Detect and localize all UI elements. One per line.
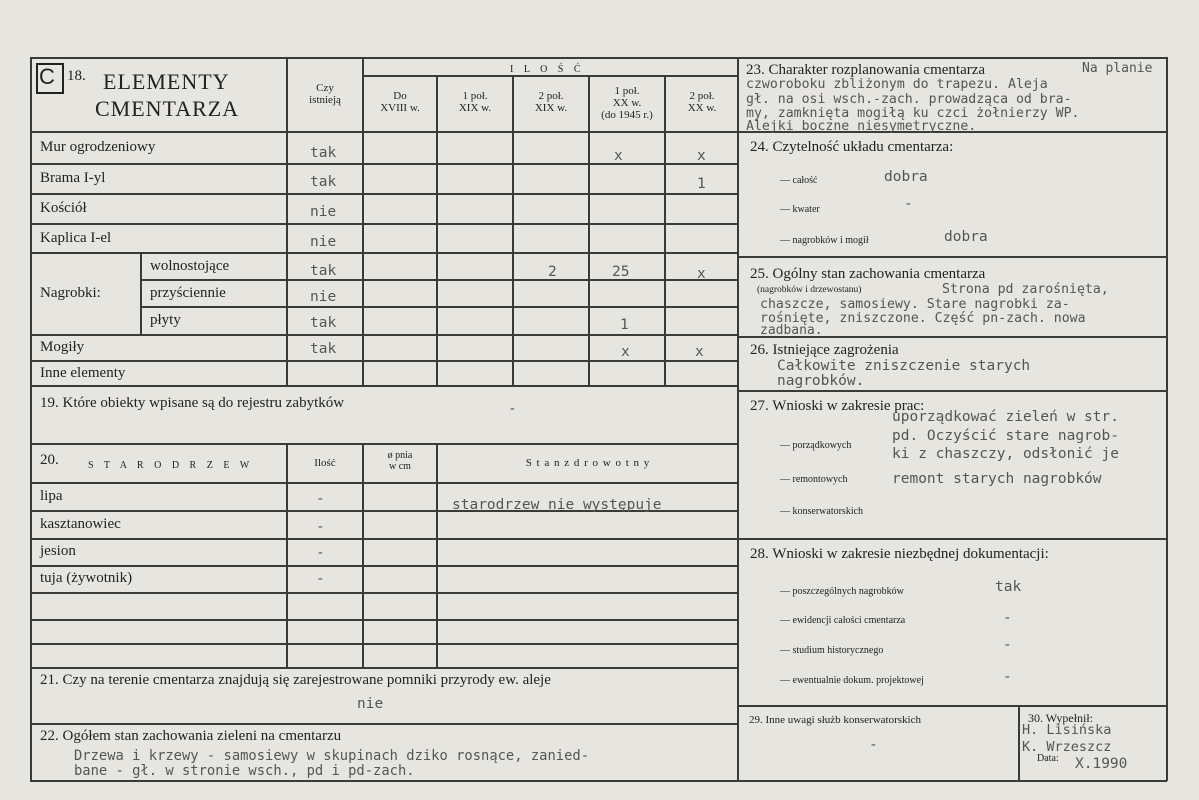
pnia-line: ø pnia bbox=[387, 450, 413, 461]
period-header bbox=[666, 90, 738, 114]
section-29-label: 29. Inne uwagi służb konserwatorskich bbox=[749, 714, 921, 726]
kwater-value: - bbox=[904, 196, 913, 212]
period-header bbox=[514, 90, 588, 114]
section-22-line: bane - gł. w stronie wsch., pd i pd-zach. bbox=[74, 763, 415, 779]
col-czy-line1: Czy bbox=[316, 82, 334, 94]
row-label: płyty bbox=[150, 312, 181, 328]
doc-item-value: tak bbox=[995, 579, 1022, 595]
period-value: 25 bbox=[612, 264, 630, 280]
tree-name: jesion bbox=[40, 543, 76, 559]
doc-item-label: — studium historycznego bbox=[780, 645, 884, 656]
section-30-label: 30. Wypełnił: bbox=[1028, 711, 1094, 725]
period-line: XIX w. bbox=[458, 102, 492, 114]
czy-value: tak bbox=[310, 263, 337, 279]
ilosc-header: I L O Ś Ć bbox=[510, 64, 585, 75]
section-25-line: chaszcze, samosiewy. Stare nagrobki za- bbox=[760, 297, 1070, 312]
section-19-label: 19. Które obiekty wpisane są do rejestru zabytków bbox=[40, 395, 345, 411]
czy-value: tak bbox=[310, 341, 337, 357]
stan-value: starodrzew nie występuje bbox=[452, 497, 662, 513]
period-line: 2 poł. bbox=[538, 90, 564, 102]
tree-name: lipa bbox=[40, 488, 63, 504]
section-27-line: ki z chaszczy, odsłonić je bbox=[892, 446, 1119, 462]
col-czy-line2: istnieją bbox=[309, 94, 341, 106]
period-line: Do bbox=[393, 90, 407, 102]
period-value: x bbox=[697, 266, 706, 282]
section-24-label: 24. Czytelność układu cmentarza: bbox=[750, 139, 954, 155]
section-22-label: 22. Ogółem stan zachowania zieleni na cmentarzu bbox=[40, 728, 342, 744]
section-26-line: Całkowite zniszczenie starych bbox=[777, 358, 1031, 374]
section-21-label: 21. Czy na terenie cmentarza znajdują się zarejestrowane pomniki przyrody ew. aleje bbox=[40, 672, 551, 688]
kwater-label: — kwater bbox=[780, 204, 820, 215]
section-25-label: 25. Ogólny stan zachowania cmentarza bbox=[750, 266, 986, 282]
period-line: 2 poł. bbox=[689, 90, 715, 102]
doc-item-value: - bbox=[1003, 637, 1012, 653]
period-value: x bbox=[614, 148, 623, 164]
section-21-value: nie bbox=[357, 696, 384, 712]
period-value: 1 bbox=[620, 317, 629, 333]
section-23-line: gł. na osi wsch.-zach. prowadząca od bra- bbox=[746, 92, 1072, 107]
tree-ilosc: - bbox=[316, 545, 325, 561]
tree-ilosc: - bbox=[316, 519, 325, 535]
czy-value: tak bbox=[310, 174, 337, 190]
section-23-line: czworoboku zbliżonym do trapezu. Aleja bbox=[746, 77, 1048, 92]
date-label: Data: bbox=[1037, 753, 1059, 764]
section-27-line: uporządkować zieleń w str. bbox=[892, 409, 1119, 425]
section-18-number: 18. bbox=[67, 68, 86, 84]
section-badge: C bbox=[39, 64, 55, 89]
period-line: 1 poł. bbox=[614, 85, 640, 97]
period-value: x bbox=[697, 148, 706, 164]
period-value: 1 bbox=[697, 176, 706, 192]
czy-value: nie bbox=[310, 289, 337, 305]
doc-item-value: - bbox=[1003, 610, 1012, 626]
tree-name: kasztanowiec bbox=[40, 516, 121, 532]
pnia-line: w cm bbox=[389, 461, 411, 472]
nagrobkow-value: dobra bbox=[944, 229, 988, 245]
section-20-number: 20. bbox=[40, 452, 59, 468]
period-header bbox=[364, 90, 436, 114]
row-label: Mogiły bbox=[40, 339, 85, 355]
section-22-line: Drzewa i krzewy - samosiewy w skupinach dziko rosnące, zanied- bbox=[74, 748, 589, 764]
filled-by-name: K. Wrzeszcz bbox=[1022, 739, 1112, 755]
filled-by-name: H. Lisińska bbox=[1022, 722, 1112, 738]
period-value: x bbox=[621, 344, 630, 360]
section-23-line: my, zamknięta mogiłą ku czci żołnierzy WP. bbox=[746, 106, 1080, 121]
porzadkowych-label: — porządkowych bbox=[780, 440, 852, 451]
period-line: 1 poł. bbox=[462, 90, 488, 102]
row-label: Kościół bbox=[40, 200, 87, 216]
row-label: Brama I-yl bbox=[40, 170, 106, 186]
period-value: 2 bbox=[548, 264, 557, 280]
section-27-line: pd. Oczyścić stare nagrob- bbox=[892, 428, 1119, 444]
row-label: przyściennie bbox=[150, 285, 226, 301]
period-header bbox=[438, 90, 512, 114]
nagrobkow-label: — nagrobków i mogił bbox=[780, 235, 869, 246]
period-line: XVIII w. bbox=[380, 102, 420, 114]
section-19-value: - bbox=[508, 401, 517, 417]
tree-ilosc: - bbox=[316, 571, 325, 587]
section-28-label: 28. Wnioski w zakresie niezbędnej dokumentacji: bbox=[750, 546, 1049, 562]
section-26-line: nagrobków. bbox=[777, 373, 865, 389]
nagrobki-label: Nagrobki: bbox=[40, 285, 101, 301]
period-value: x bbox=[695, 344, 704, 360]
remontowych-value: remont starych nagrobków bbox=[892, 471, 1102, 487]
pnia-col-header bbox=[364, 450, 436, 472]
row-label: Mur ogrodzeniowy bbox=[40, 139, 156, 155]
czy-value: tak bbox=[310, 145, 337, 161]
row-label: Inne elementy bbox=[40, 365, 126, 381]
starodrzew-header: S T A R O D R Z E W bbox=[88, 460, 254, 471]
doc-item-label: — poszczególnych nagrobków bbox=[780, 586, 904, 597]
doc-item-label: — ewidencji całości cmentarza bbox=[780, 615, 906, 626]
section-26-label: 26. Istniejące zagrożenia bbox=[750, 342, 899, 358]
period-line: (do 1945 r.) bbox=[601, 109, 653, 121]
calosc-value: dobra bbox=[884, 169, 928, 185]
remontowych-label: — remontowych bbox=[780, 474, 848, 485]
period-line: XIX w. bbox=[534, 102, 568, 114]
section-23-label: 23. Charakter rozplanowania cmentarza bbox=[746, 62, 986, 78]
calosc-label: — całość bbox=[780, 175, 818, 186]
period-line: XX w. bbox=[687, 102, 717, 114]
section-27-label: 27. Wnioski w zakresie prac: bbox=[750, 398, 925, 414]
doc-item-value: - bbox=[1003, 669, 1012, 685]
section-25-line: rośnięte, zniszczone. Część pn-zach. nowa bbox=[760, 311, 1086, 326]
czy-value: nie bbox=[310, 204, 337, 220]
section-23-line: Na planie bbox=[1082, 61, 1153, 76]
stan-col-header: S t a n z d r o w o t n y bbox=[525, 457, 651, 469]
section-25-line: zadbana. bbox=[760, 323, 823, 338]
tree-name: tuja (żywotnik) bbox=[40, 570, 133, 586]
row-label: wolnostojące bbox=[150, 258, 230, 274]
section-25-line: Strona pd zarośnięta, bbox=[942, 282, 1109, 297]
section-18-title-line2: CMENTARZA bbox=[95, 96, 240, 121]
section-25-sub: (nagrobków i drzewostanu) bbox=[757, 285, 862, 295]
ilosc-col-header: Ilość bbox=[314, 457, 336, 469]
konserwatorskich-label: — konserwatorskich bbox=[780, 506, 864, 517]
section-29-value: - bbox=[869, 737, 878, 753]
date-value: X.1990 bbox=[1075, 756, 1128, 772]
czy-value: nie bbox=[310, 234, 337, 250]
period-header bbox=[590, 85, 664, 121]
period-line: XX w. bbox=[612, 97, 642, 109]
doc-item-label: — ewentualnie dokum. projektowej bbox=[780, 675, 924, 686]
section-18-title-line1: ELEMENTY bbox=[103, 69, 230, 94]
tree-ilosc: - bbox=[316, 491, 325, 507]
col-czy-istnieja bbox=[288, 82, 362, 106]
row-label: Kaplica I-el bbox=[40, 230, 112, 246]
section-23-line: Alejki boczne niesymetryczne. bbox=[746, 119, 977, 134]
czy-value: tak bbox=[310, 315, 337, 331]
